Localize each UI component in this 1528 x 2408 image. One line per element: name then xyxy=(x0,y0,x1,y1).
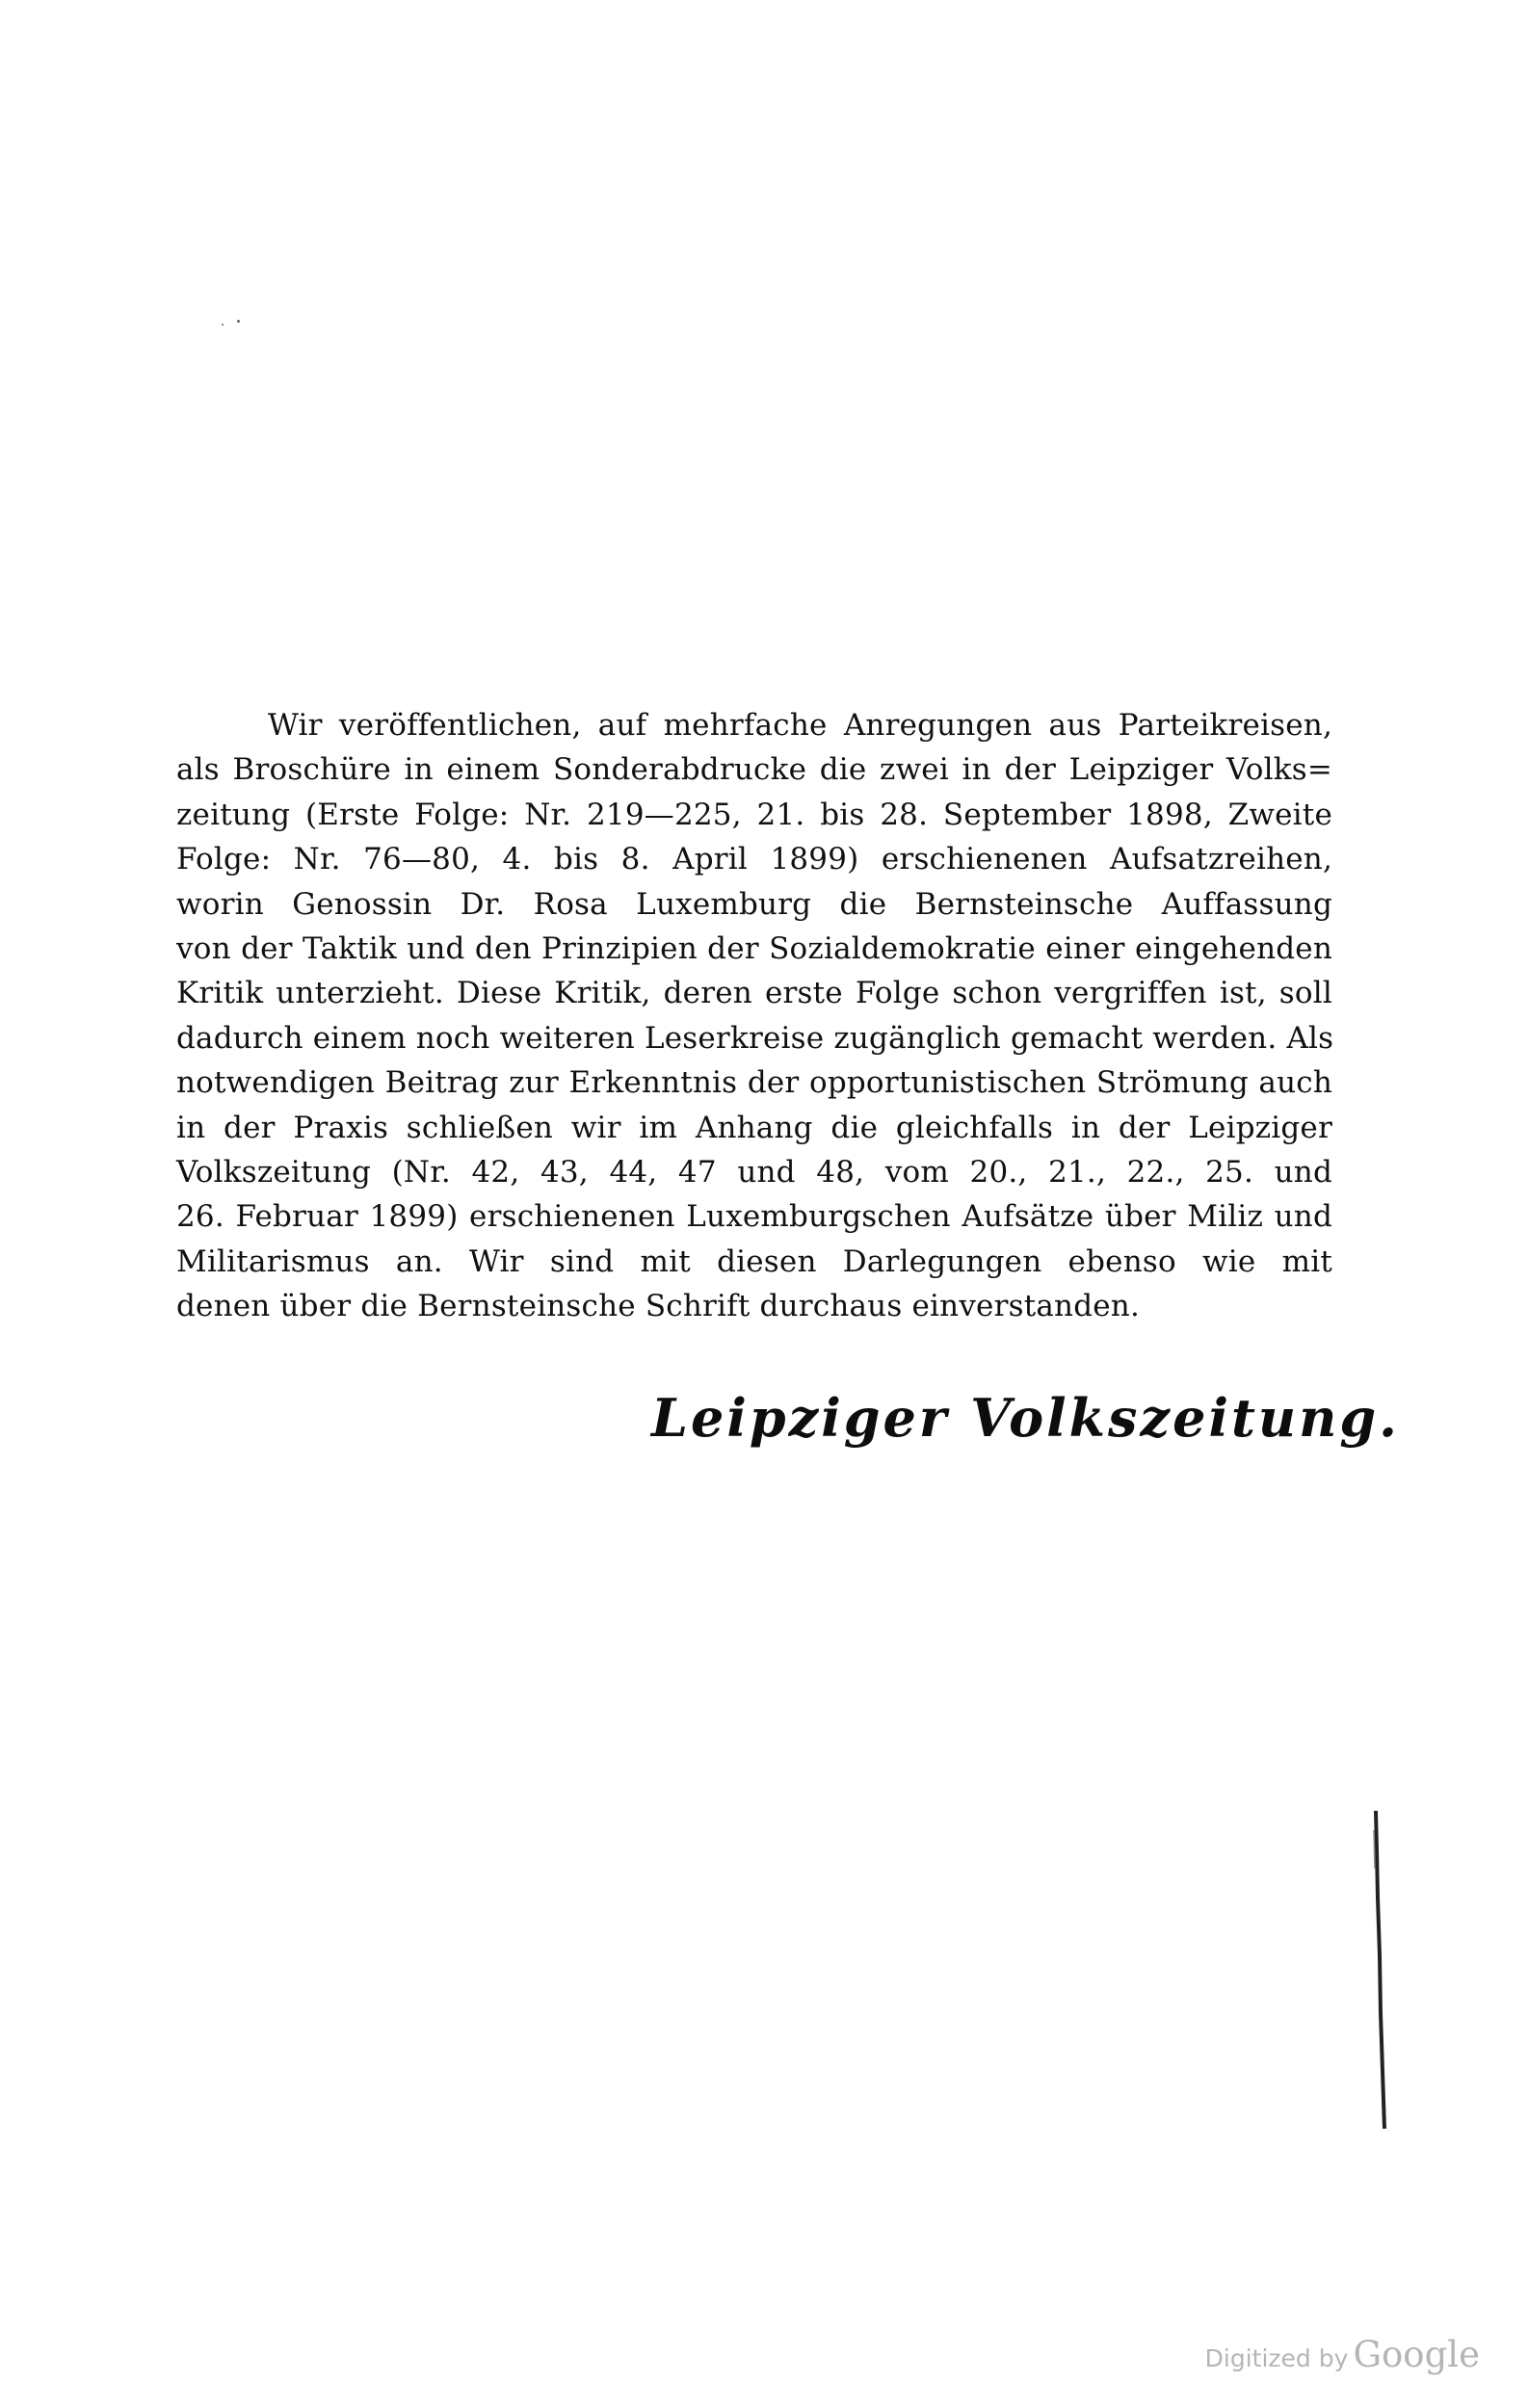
preface-paragraph xyxy=(176,703,1332,1328)
paragraph-line: worin Genossin Dr. Rosa Luxemburg die Bernsteinsche Auffassung xyxy=(176,886,1332,922)
paragraph-line: Kritik unterzieht. Diese Kritik, deren erste Folge schon vergriffen ist, soll xyxy=(176,976,1332,1011)
paragraph-line: zeitung (Erste Folge: Nr. 219—225, 21. bis 28. September 1898, Zweite xyxy=(176,797,1332,832)
publisher-signature: Leipziger Volkszeitung. xyxy=(651,1387,1400,1449)
paragraph-line: 26. Februar 1899) erschienenen Luxemburgschen Aufsätze über Miliz und xyxy=(176,1199,1332,1235)
watermark-prefix: Digitized by xyxy=(1204,2344,1349,2372)
paper-speck xyxy=(222,324,224,326)
paragraph-line: notwendigen Beitrag zur Erkenntnis der opportunistischen Strömung auch xyxy=(176,1065,1332,1101)
paragraph-line: denen über die Bernsteinsche Schrift durchaus einverstanden. xyxy=(176,1289,1141,1324)
paragraph-line: Volkszeitung (Nr. 42, 43, 44, 47 und 48, vom 20., 21., 22., 25. und xyxy=(176,1154,1332,1190)
paragraph-line: in der Praxis schließen wir im Anhang die gleichfalls in der Leipziger xyxy=(176,1110,1332,1145)
paragraph-line: Folge: Nr. 76—80, 4. bis 8. April 1899) erschienenen Aufsatzreihen, xyxy=(176,842,1332,877)
paragraph-line: Militarismus an. Wir sind mit diesen Darlegungen ebenso wie mit xyxy=(176,1243,1332,1279)
paragraph-line: dadurch einem noch weiteren Leserkreise zugänglich gemacht werden. Als xyxy=(176,1020,1334,1056)
paragraph-line: Wir veröffentlichen, auf mehrfache Anregungen aus Parteikreisen, xyxy=(268,708,1332,743)
binding-mark xyxy=(1368,1811,1397,2129)
paragraph-line: als Broschüre in einem Sonderabdrucke die zwei in der Leipziger Volks= xyxy=(176,752,1332,788)
watermark-brand: Google xyxy=(1353,2334,1480,2375)
paper-speck xyxy=(237,320,240,323)
digitized-watermark xyxy=(1205,2334,1480,2375)
paragraph-line: von der Taktik und den Prinzipien der Sozialdemokratie einer eingehenden xyxy=(176,930,1332,966)
